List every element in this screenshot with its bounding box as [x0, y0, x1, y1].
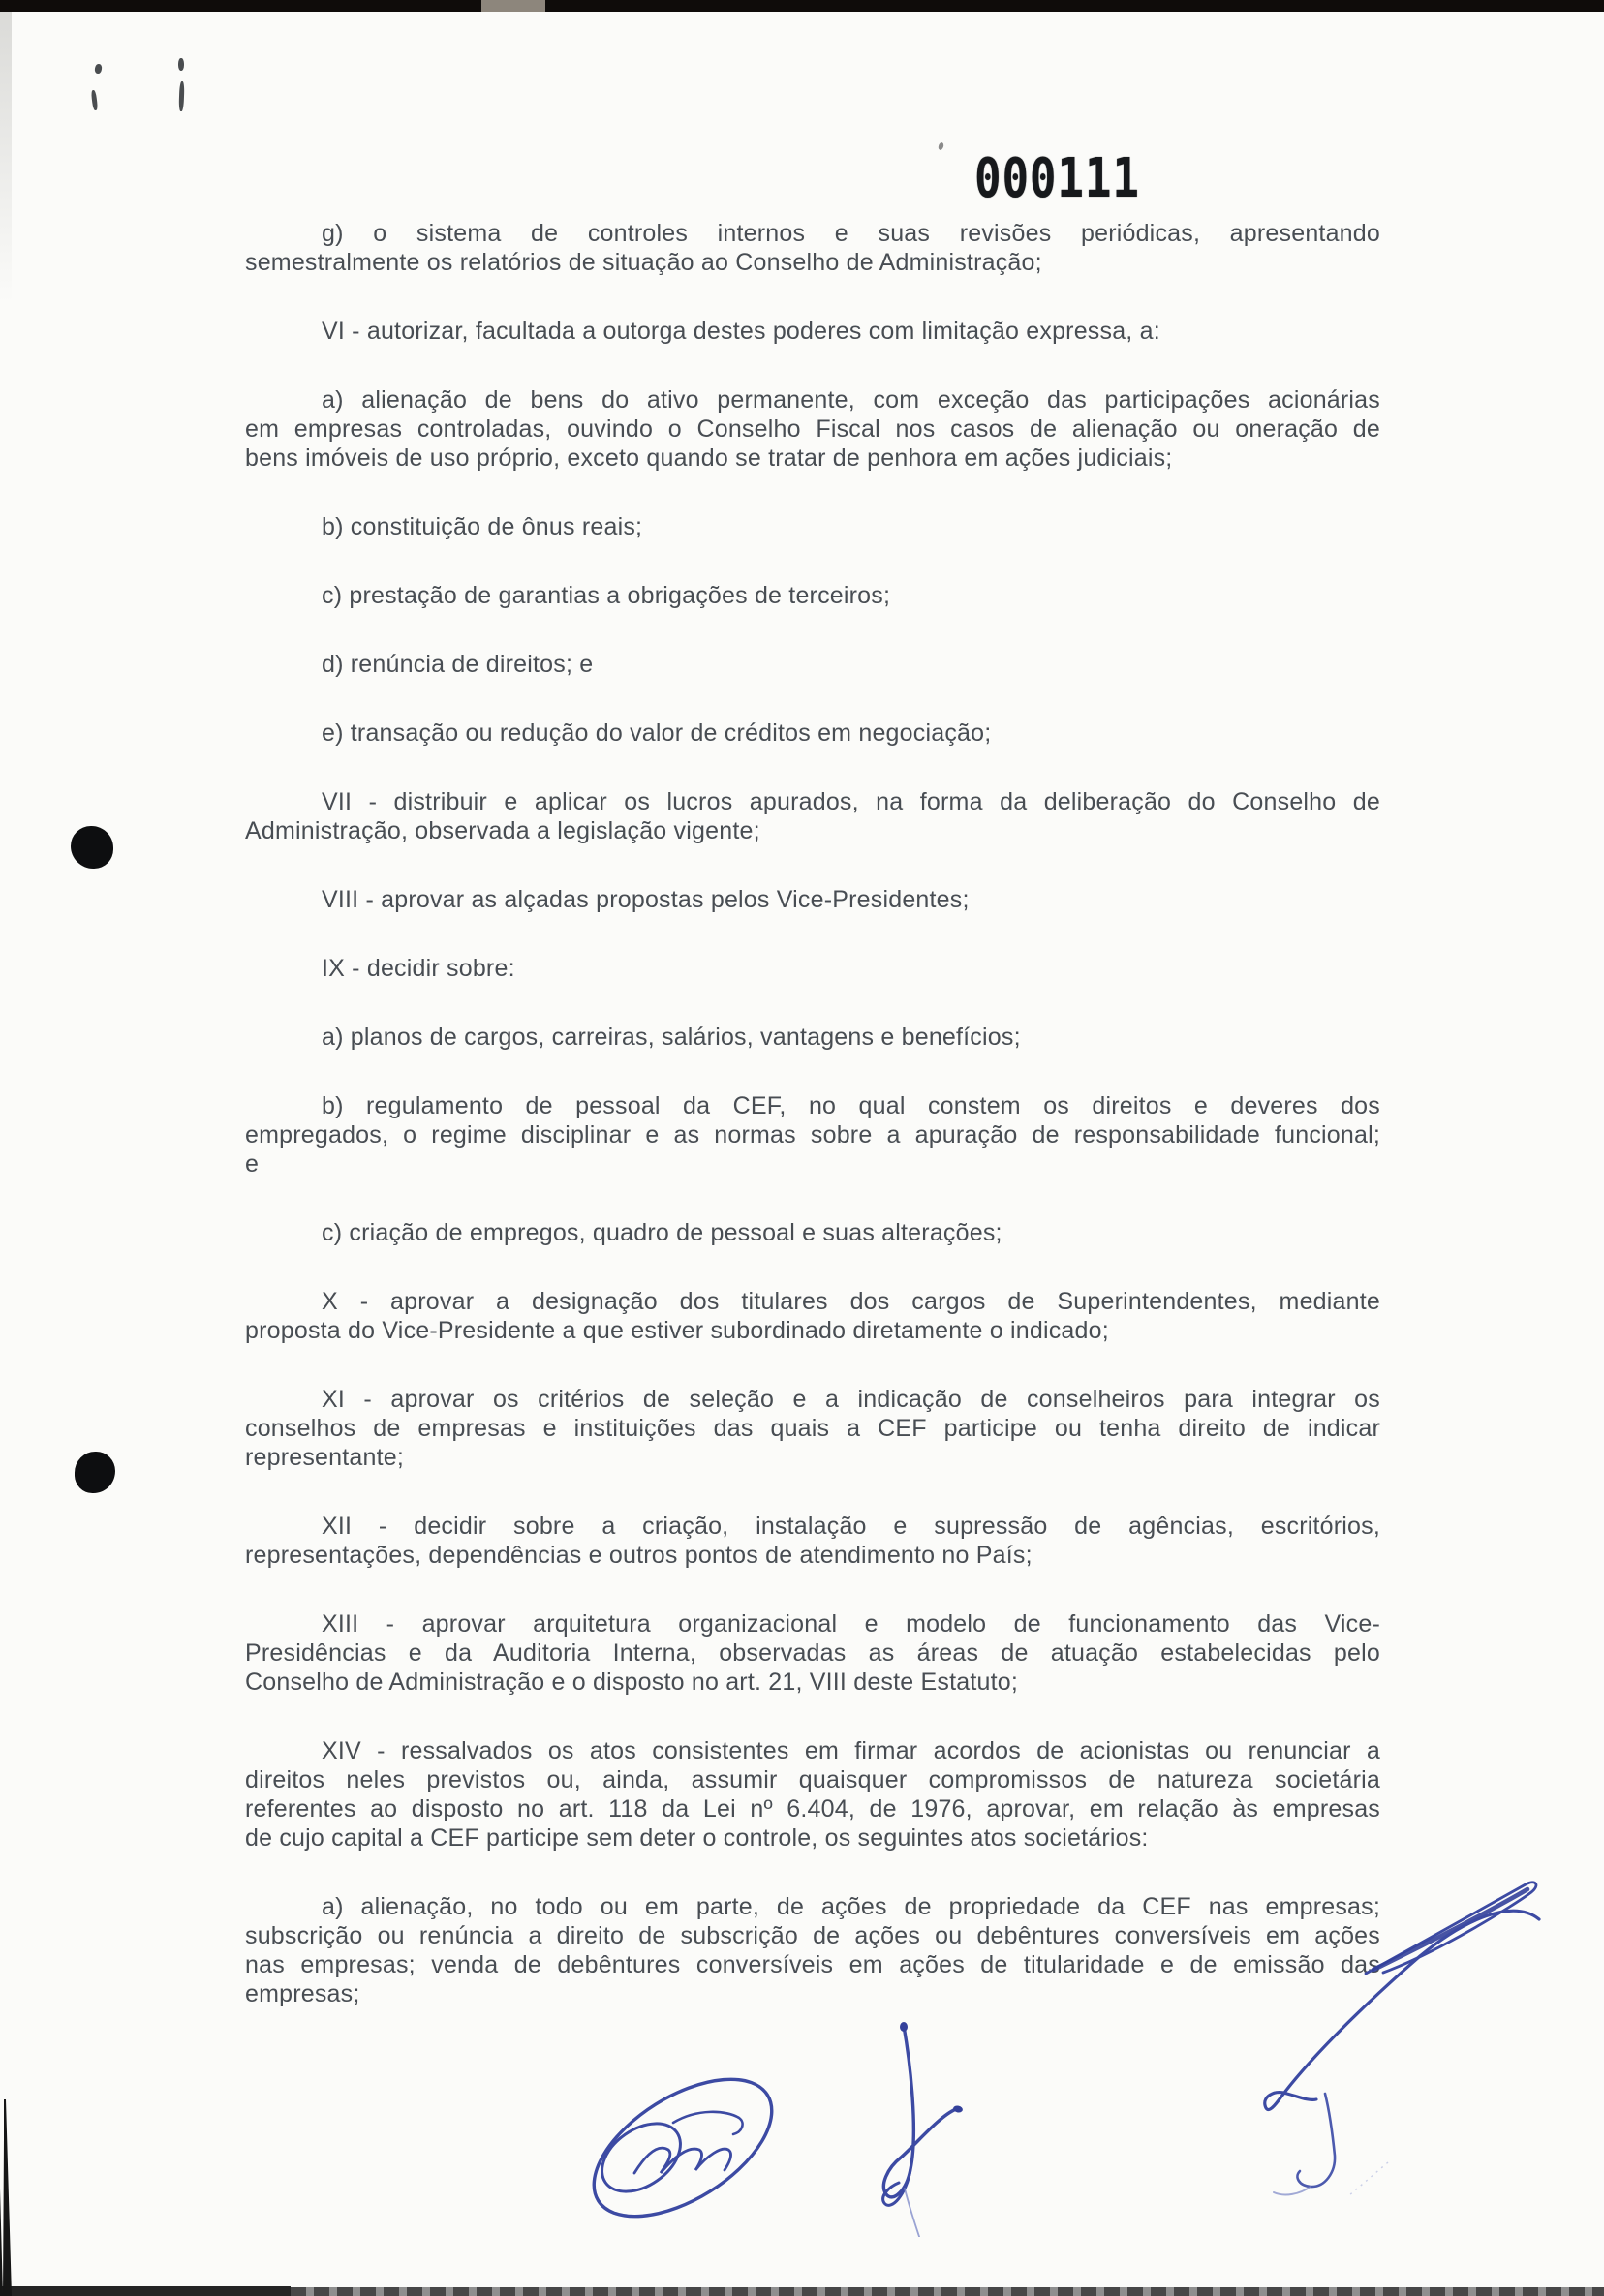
- paragraph-line: b) regulamento de pessoal da CEF, no qual constem os direitos e deveres dos: [322, 1092, 1380, 1119]
- paragraph: [245, 1892, 1380, 2008]
- paragraph-line: referentes ao disposto no art. 118 da Lei nº 6.404, de 1976, aprovar, em relação às empresas: [245, 1795, 1380, 1822]
- paragraph-line: VI - autorizar, facultada a outorga destes poderes com limitação expressa, a:: [322, 318, 1160, 345]
- paragraph: [245, 1609, 1380, 1697]
- stray-mark: [178, 81, 184, 111]
- signature-oval-rubric: [581, 2063, 785, 2227]
- paragraph-line: em empresas controladas, ouvindo o Conselho Fiscal nos casos de alienação ou oneração de: [245, 415, 1380, 443]
- scan-left-edge-shade: [0, 12, 12, 302]
- paragraph-line: representante;: [245, 1444, 405, 1471]
- paragraph-line: XIII - aprovar arquitetura organizacional e modelo de funcionamento das Vice-: [322, 1610, 1380, 1638]
- paragraph: [245, 219, 1380, 277]
- paragraph: [245, 512, 1380, 541]
- signature-hook-flourish: [1240, 1859, 1604, 2198]
- ink-blot-dot: [75, 1452, 115, 1493]
- paragraph-line: representações, dependências e outros pontos de atendimento no País;: [245, 1542, 1033, 1569]
- paragraph: [245, 719, 1380, 748]
- paragraph: [245, 581, 1380, 610]
- paragraph-line: semestralmente os relatórios de situação ao Conselho de Administração;: [245, 249, 1042, 276]
- paragraph-line: c) prestação de garantias a obrigações de terceiros;: [322, 582, 891, 609]
- paragraph-line: empresas;: [245, 1980, 360, 2007]
- paragraph-line: e) transação ou redução do valor de créditos em negociação;: [322, 719, 992, 747]
- paragraph-line: Conselho de Administração e o disposto no art. 21, VIII deste Estatuto;: [245, 1668, 1019, 1696]
- paragraph: [245, 1385, 1380, 1472]
- paragraph-line: c) criação de empregos, quadro de pessoal e suas alterações;: [322, 1219, 1002, 1246]
- paragraph-line: a) alienação de bens do ativo permanente, com exceção das participações acionárias: [322, 386, 1380, 413]
- paragraph-line: empregados, o regime disciplinar e as normas sobre a apuração de responsabilidade funcional;: [245, 1121, 1380, 1148]
- paragraph: [245, 1287, 1380, 1345]
- paragraph-line: XI - aprovar os critérios de seleção e a indicação de conselheiros para integrar os: [322, 1386, 1380, 1413]
- paragraph-line: bens imóveis de uso próprio, exceto quando se tratar de penhora em ações judiciais;: [245, 444, 1173, 472]
- paragraph-line: e: [245, 1150, 260, 1178]
- paragraph: [245, 317, 1380, 346]
- document-body: [245, 0, 1380, 2048]
- paragraph: [245, 1512, 1380, 1570]
- paragraph-line: a) planos de cargos, carreiras, salários, vantagens e benefícios;: [322, 1024, 1021, 1051]
- ink-blot-dot: [71, 826, 113, 869]
- paragraph-line: Administração, observada a legislação vigente;: [245, 817, 760, 844]
- paragraph: [245, 1736, 1380, 1852]
- paragraph-line: VII - distribuir e aplicar os lucros apurados, na forma da deliberação do Conselho de: [322, 788, 1380, 815]
- stray-mark: [94, 63, 103, 74]
- paragraph-line: XIV - ressalvados os atos consistentes em firmar acordos de acionistas ou renunciar a: [322, 1737, 1380, 1764]
- paragraph: [245, 1218, 1380, 1247]
- scan-left-edge-line: [0, 2099, 15, 2296]
- paragraph-line: b) constituição de ônus reais;: [322, 513, 643, 540]
- paragraph-line: IX - decidir sobre:: [322, 955, 515, 982]
- scan-bottom-edge-bar: [0, 2286, 291, 2296]
- paragraph-line: a) alienação, no todo ou em parte, de ações de propriedade da CEF nas empresas;: [322, 1893, 1380, 1920]
- paragraph: [245, 787, 1380, 845]
- paragraph: [245, 885, 1380, 914]
- paragraph: [245, 1091, 1380, 1179]
- paragraph-line: proposta do Vice-Presidente a que estiver subordinado diretamente o indicado;: [245, 1317, 1109, 1344]
- paragraph-line: Presidências e da Auditoria Interna, observadas as áreas de atuação estabelecidas pelo: [245, 1639, 1380, 1667]
- paragraph-line: X - aprovar a designação dos titulares dos cargos de Superintendentes, mediante: [322, 1288, 1380, 1315]
- paragraph-line: g) o sistema de controles internos e suas revisões periódicas, apresentando: [322, 220, 1380, 247]
- paragraph-line: conselhos de empresas e instituições das quais a CEF participe ou tenha direito de indicar: [245, 1415, 1380, 1442]
- paragraph-line: nas empresas; venda de debêntures conversíveis em ações de titularidade e de emissão das: [245, 1951, 1380, 1978]
- paragraph: [245, 1023, 1380, 1052]
- paragraph-line: VIII - aprovar as alçadas propostas pelos Vice-Presidentes;: [322, 886, 970, 913]
- paragraph-line: subscrição ou renúncia a direito de subscrição de ações ou debêntures conversíveis em ações: [245, 1922, 1380, 1949]
- stray-mark: [91, 90, 99, 110]
- stray-mark: [178, 58, 184, 71]
- paragraph-line: direitos neles previstos ou, ainda, assumir quaisquer compromissos de natureza societária: [245, 1766, 1380, 1793]
- paragraph: [245, 650, 1380, 679]
- paragraph: [245, 385, 1380, 473]
- signature-vertical-flourish: [833, 2005, 988, 2237]
- paragraph: [245, 954, 1380, 983]
- page-number-stamp: 000111: [974, 147, 1140, 210]
- paragraph-line: d) renúncia de direitos; e: [322, 651, 594, 678]
- paragraph-line: de cujo capital a CEF participe sem deter o controle, os seguintes atos societários:: [245, 1824, 1149, 1852]
- paragraph-line: XII - decidir sobre a criação, instalação e supressão de agências, escritórios,: [322, 1513, 1380, 1540]
- scan-bottom-edge-dashed-bar: [291, 2287, 1604, 2296]
